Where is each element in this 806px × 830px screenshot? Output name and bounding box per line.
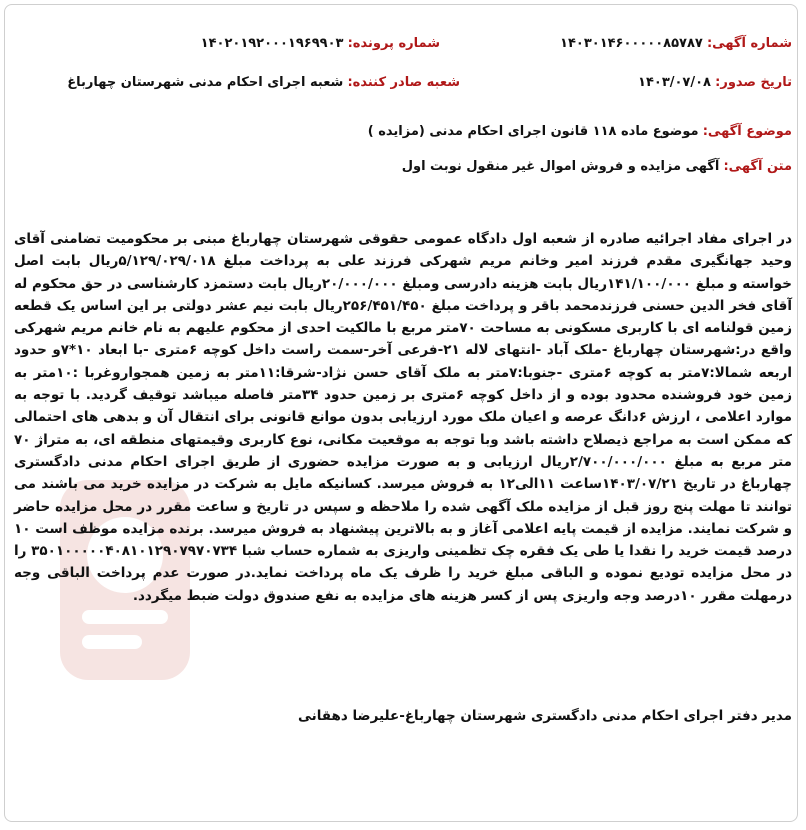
issue-date-value: ۱۴۰۳/۰۷/۰۸: [638, 75, 711, 90]
case-number-label: شماره پرونده:: [347, 36, 440, 51]
subject-label: موضوع آگهی:: [702, 124, 792, 139]
issuer-label: شعبه صادر کننده:: [347, 75, 460, 90]
issue-date-label: تاریخ صدور:: [715, 75, 792, 90]
issuer-value: شعبه اجرای احکام مدنی شهرستان چهارباغ: [67, 75, 344, 90]
ad-number-row: [560, 36, 792, 51]
ad-number-value: ۱۴۰۳۰۱۴۶۰۰۰۰۰۸۵۷۸۷: [560, 36, 703, 51]
ad-text-row: [402, 159, 792, 174]
ad-text-value: آگهی مزایده و فروش اموال غیر منقول نوبت اول: [401, 159, 720, 174]
issue-date-row: [638, 75, 792, 90]
subject-value: موضوع ماده ۱۱۸ قانون اجرای احکام مدنی (مزایده ): [367, 124, 699, 139]
subject-row: [368, 124, 792, 139]
signature-line: مدیر دفتر اجرای احکام مدنی دادگستری شهرستان چهارباغ-علیرضا دهقانی: [297, 708, 792, 724]
issuer-row: [67, 75, 460, 90]
ad-number-label: شماره آگهی:: [706, 36, 792, 51]
case-number-value: ۱۴۰۲۰۱۹۲۰۰۰۱۹۶۹۹۰۳: [200, 36, 344, 51]
notice-body: در اجرای مفاد اجرائیه صادره از شعبه اول دادگاه عمومی حقوقی شهرستان چهارباغ مبنی بر محکومیت تضامنی آقای وحید جهانگیری مقدم فرزند امیر وخانم مریم شهرکی فرزند علی به پرداخت مبلغ ۵/۱۲۹/۰۲۹/۰۱۸ریال بابت اصل خواسته و مبلغ ۱۴۱/۱۰۰/۰۰۰ریال بابت هزینه دادرسی ومبلغ ۲۰/۰۰۰/۰۰۰ریال بابت دستمزد کارشناسی در حق محکوم له آقای فخر الدین حسنی فرزندمحمد باقر و پرداخت مبلغ ۲۵۶/۴۵۱/۴۵۰ریال بابت نیم عشر دولتی بر این اساس یک قطعه زمین قولنامه ای با کاربری مسکونی به مساحت ۷۰متر مربع با مالکیت احدی از محکوم علیهم به نام خانم مریم شهرکی واقع در:شهرستان چهارباغ -ملک آباد -انتهای لاله ۲۱-فرعی آخر-سمت راست داخل کوچه ۶متری -با ابعاد ۱۰*۷و حدود اربعه شمالا:۷متر به کوچه ۶متری -جنوبا:۷متر به ملک آقای حسن نژاد-شرقا:۱۱متر به زمین همجواروغربا :۱۰متر به زمین خود فروشنده محدود بوده و از داخل کوچه ۶متری بر زمین حدود ۳۴متر فاصله میباشد توقیف گردید. با توجه به موارد اعلامی ، ارزش ۶دانگ عرصه و اعیان ملک مورد ارزیابی بدون موانع قانونی برای انتقال آن و بدهی های احتمالی که ممکن است به مراجع ذیصلاح داشته باشد وبا توجه به موقعیت مکانی، نوع کاربری وقیمتهای منطقه ای، به متراژ ۷۰ متر مربع به مبلغ ۲/۷۰۰/۰۰۰/۰۰۰ریال ارزیابی و به صورت مزایده حضوری از طریق اجرای احکام مدنی دادگستری چهارباغ در تاریخ ۱۴۰۳/۰۷/۲۱ساعت ۱۱الی۱۲ به فروش میرسد. کسانیکه مایل به شرکت در مزایده خرید می باشند می توانند تا مهلت پنج روز قبل از مزایده ملک آگهی شده را ملاحظه و سپس در تاریخ و ساعت مقرر در محل مزایده حاضر و شرکت نمایند. مزایده از قیمت پایه اعلامی آغاز و به بالاترین پیشنهاد به فروش میرسد. برنده مزایده موظف است ۱۰ درصد قیمت خرید را نقدا یا طی یک فقره چک تظمینی واریزی به شماره حساب شبا ۳۵۰۱۰۰۰۰۰۴۰۸۱۰۱۲۹۰۷۹۷۰۷۳۴ را در محل مزایده تودیع نموده و الباقی مبلغ خرید را ظرف یک ماه پرداخت نماید.در صورت عدم پرداخت الباقی وجه درمهلت مقرر ۱۰درصد وجه واریزی پس از کسر هزینه های مزایده به نفع صندوق دولت ضبط میگردد.: [14, 231, 793, 604]
case-number-row: [201, 36, 440, 51]
ad-text-label: متن آگهی:: [723, 159, 792, 174]
